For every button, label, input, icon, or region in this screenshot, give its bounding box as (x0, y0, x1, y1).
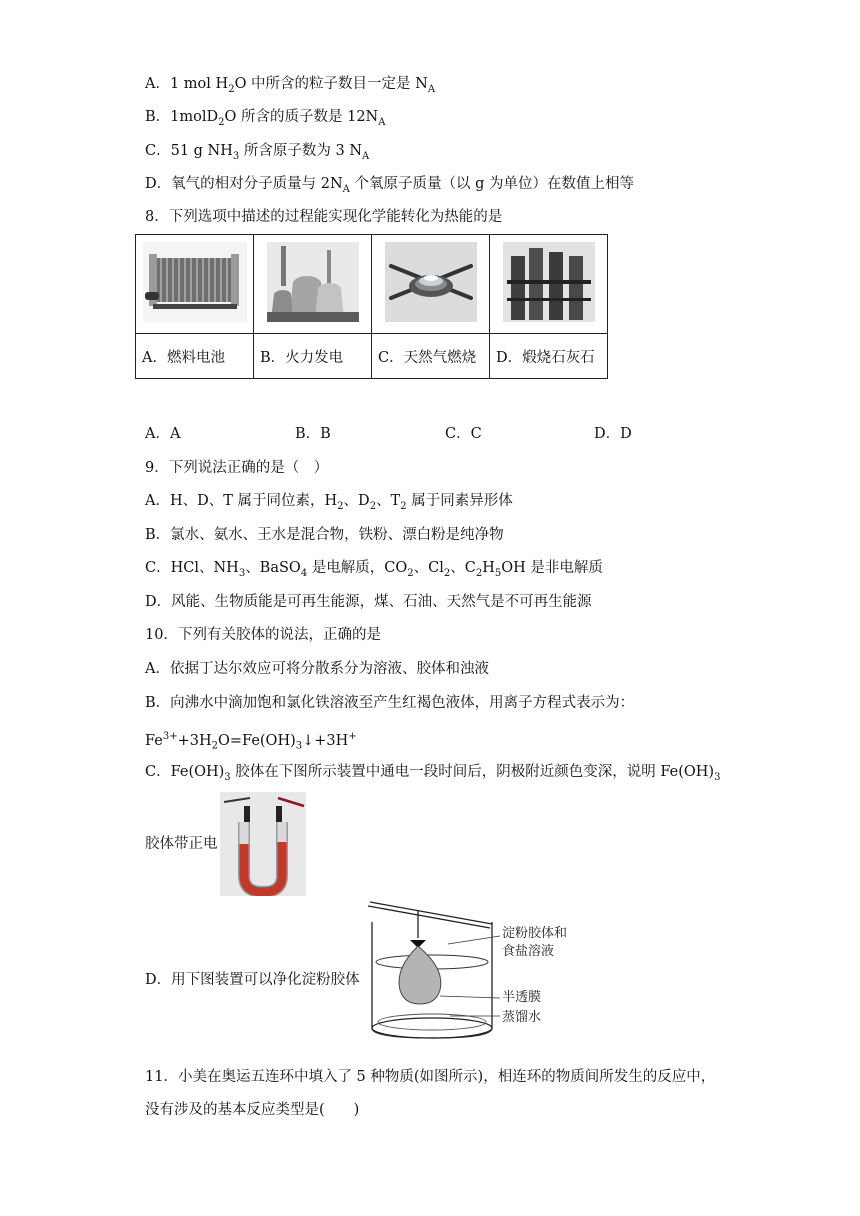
q8-label-b: B．火力发电 (254, 334, 372, 379)
fig-label-colloid-salt-line1: 淀粉胶体和 (502, 926, 568, 941)
q11-stem-line1: 11．小美在奥运五连环中填入了 5 种物质(如图所示)，相连环的物质间所发生的反应中， (145, 1069, 716, 1085)
q7-option-d: D．氧气的相对分子质量与 $2N_A$ 个氧原子质量（以 g 为单位）在数值上相等 (145, 176, 634, 195)
q10-option-b: B．向沸水中滴加饱和氯化铁溶液至产生红褐色液体，用离子方程式表示为： (145, 695, 635, 711)
q8-choice-d: D．D (594, 426, 632, 442)
q9-option-d: D．风能、生物质能是可再生能源，煤、石油、天然气是不可再生能源 (145, 594, 592, 610)
q8-label-d: D．煅烧石灰石 (490, 334, 608, 379)
q8-stem: 8．下列选项中描述的过程能实现化学能转化为热能的是 (145, 209, 503, 225)
q9-option-c: C．HCl、$NH_3$、BaSO$_4$ 是电解质，$CO_2$、$Cl_2$、$C_2H_5OH$ 是非电解质 (145, 560, 603, 579)
u-tube-electrophoresis-figure (220, 792, 306, 896)
q7-option-a: A．1 mol $H_2O$ 中所含的粒子数目一定是 $N_A$ (145, 76, 436, 95)
figure-leader-lines (440, 930, 502, 1020)
fig-label-membrane: 半透膜 (502, 990, 542, 1005)
fig-label-colloid-salt-line2: 食盐溶液 (502, 944, 555, 959)
lime-kiln-photo-icon (503, 242, 595, 322)
q8-label-a: A．燃料电池 (136, 334, 254, 379)
q9-option-a: A．H、D、T 属于同位素，$H_2$、$D_2$、$T_2$ 属于同素异形体 (145, 493, 513, 512)
q8-choice-c: C．C (445, 426, 482, 442)
q10-stem: 10．下列有关胶体的说法，正确的是 (145, 627, 381, 643)
power-plant-photo-icon (267, 242, 359, 322)
q9-stem: 9．下列说法正确的是（ ） (145, 460, 329, 476)
q7-option-b: B．1molD$_2$O 所含的质子数是 $12N_A$ (145, 109, 386, 128)
q8-image-cell-b (254, 235, 372, 334)
q8-image-cell-c (372, 235, 490, 334)
q8-choice-b: B．B (295, 426, 331, 442)
fig-label-distilled-water: 蒸馏水 (502, 1010, 542, 1025)
q8-label-c: C．天然气燃烧 (372, 334, 490, 379)
fuel-cell-photo-icon (143, 242, 247, 322)
q11-stem-line2: 没有涉及的基本反应类型是( ) (145, 1102, 360, 1118)
q8-image-cell-a (136, 235, 254, 334)
q10-ionic-equation: $Fe^{3+}+3H_2O=Fe(OH)_3↓+3H^+$ (145, 731, 357, 752)
gas-stove-flame-photo-icon (385, 242, 477, 322)
q10-option-a: A．依据丁达尔效应可将分散系分为溶液、胶体和浊液 (145, 661, 489, 677)
q9-option-b: B．氯水、氨水、王水是混合物，铁粉、漂白粉是纯净物 (145, 527, 504, 543)
q10-option-c: C．$Fe(OH)_3$ 胶体在下图所示装置中通电一段时间后，阴极附近颜色变深，说明 $Fe(OH)_3$ (145, 764, 721, 783)
q8-options-table (135, 234, 608, 379)
q8-image-cell-d (490, 235, 608, 334)
q10-option-d: D．用下图装置可以净化淀粉胶体 (145, 972, 360, 988)
q10-option-c-continued: 胶体带正电 (145, 836, 218, 852)
q8-choice-a: A．A (145, 426, 181, 442)
q7-option-c: C．51 g $NH_3$ 所含原子数为 3 $N_A$ (145, 143, 370, 162)
